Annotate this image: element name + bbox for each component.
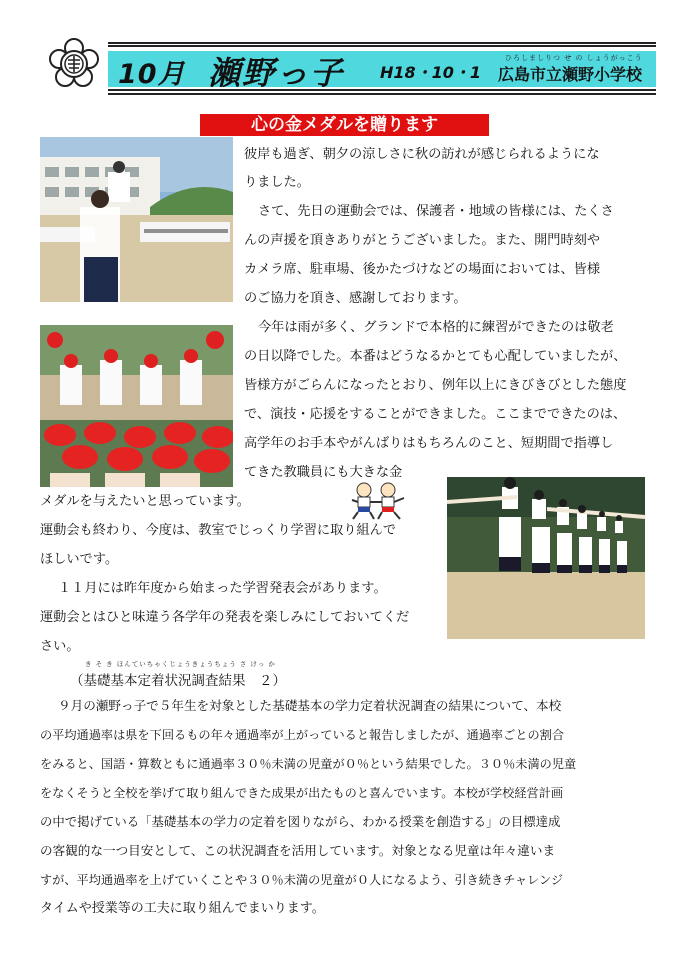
article-line: てきた教職員にも大きな金 — [244, 465, 403, 480]
article-line: カメラ席、駐車場、後かたづけなどの場面においては、皆様 — [244, 262, 601, 277]
article-line: １１月には昨年度から始まった学習発表会があります。 — [58, 581, 387, 596]
photo-cheering-students — [40, 325, 233, 487]
school-name: 広島市立瀬野小学校 — [498, 65, 643, 84]
survey-line: の平均通過率は県を下回るもの年々通過率が上がっていると報告しましたが、通過率ごとの割合 — [40, 728, 565, 742]
article-line: 皆様方がごらんになったとおり、例年以上にきびきびとした態度 — [244, 378, 627, 393]
survey-line: タイムや授業等の工夫に取り組んでまいります。 — [40, 901, 325, 916]
article-line: りました。 — [244, 175, 310, 190]
article-line: 今年は雨が多く、グランドで本格的に練習ができたのは敬老 — [258, 320, 614, 335]
photo-opening-ceremony — [40, 137, 233, 302]
survey-line: をなくそうと全校を挙げて取り組んできた成果が出たものと喜んでいます。本校が学校経営計画 — [40, 786, 564, 800]
school-furigana: ひろしましりつ せ の しょうがっこう — [505, 54, 643, 62]
article-line: んの声援を頂きありがとうございました。また、開門時刻や — [244, 233, 601, 248]
survey-line: の中で掲げている「基礎基本の学力の定着を図りながら、わかる授業を創造する」の目標達成 — [40, 814, 561, 829]
survey-line: ９月の瀬野っ子で５年生を対象とした基礎基本の学力定着状況調査の結果について、本校 — [58, 698, 562, 713]
article-line: メダルを与えたいと思っています。 — [40, 494, 250, 509]
article-line: 彼岸も過ぎ、朝夕の涼しさに秋の訪れが感じられるようにな — [244, 147, 600, 162]
photo-pyramid-gymnastics — [447, 477, 645, 639]
article-line: の日以降でした。本番はどうなるかとても心配していましたが、 — [244, 349, 627, 364]
survey-line: すが、平均通過率を上げていくことや３０％未満の児童が０人になるよう、引き続きチャレンジ — [40, 873, 564, 887]
school-emblem-icon — [48, 38, 100, 90]
running-kids-icon — [350, 480, 406, 520]
article-heading: 心の金メダルを贈ります — [200, 114, 489, 136]
article-line: のご協力を頂き、感謝しております。 — [244, 291, 467, 306]
survey-line: をみると、国語・算数ともに通過率３０％未満の児童が０％という結果でした。３０％未満の児童 — [40, 757, 577, 771]
article-line: さい。 — [40, 639, 80, 654]
article-line: さて、先日の運動会では、保護者・地域の皆様には、たくさ — [258, 204, 614, 219]
article-line: で、演技・応援をすることができました。ここまでできたのは、 — [244, 407, 627, 422]
newsletter-title: 瀬野っ子 — [208, 54, 345, 92]
article-line: 運動会とはひと味違う各学年の発表を楽しみにしておいてくだ — [40, 610, 410, 625]
survey-line: の客観的な一つ目安として、この状況調査を活用しています。対象となる児童は年々違いま — [40, 843, 556, 858]
issue-date: H18・10・1 — [380, 63, 482, 82]
subheading-furigana: き そ き ほんていちゃくじょうきょうちょう さ けっ か — [85, 660, 276, 668]
issue-month: 10月 — [118, 59, 186, 90]
article-line: ほしいです。 — [40, 552, 119, 567]
survey-subheading: （基礎基本定着状況調査結果 ２） — [70, 673, 286, 689]
article-line: 運動会も終わり、今度は、教室でじっくり学習に取り組んで — [40, 523, 397, 538]
article-line: 高学年のお手本やがんばりはもちろんのこと、短期間で指導し — [244, 436, 614, 451]
